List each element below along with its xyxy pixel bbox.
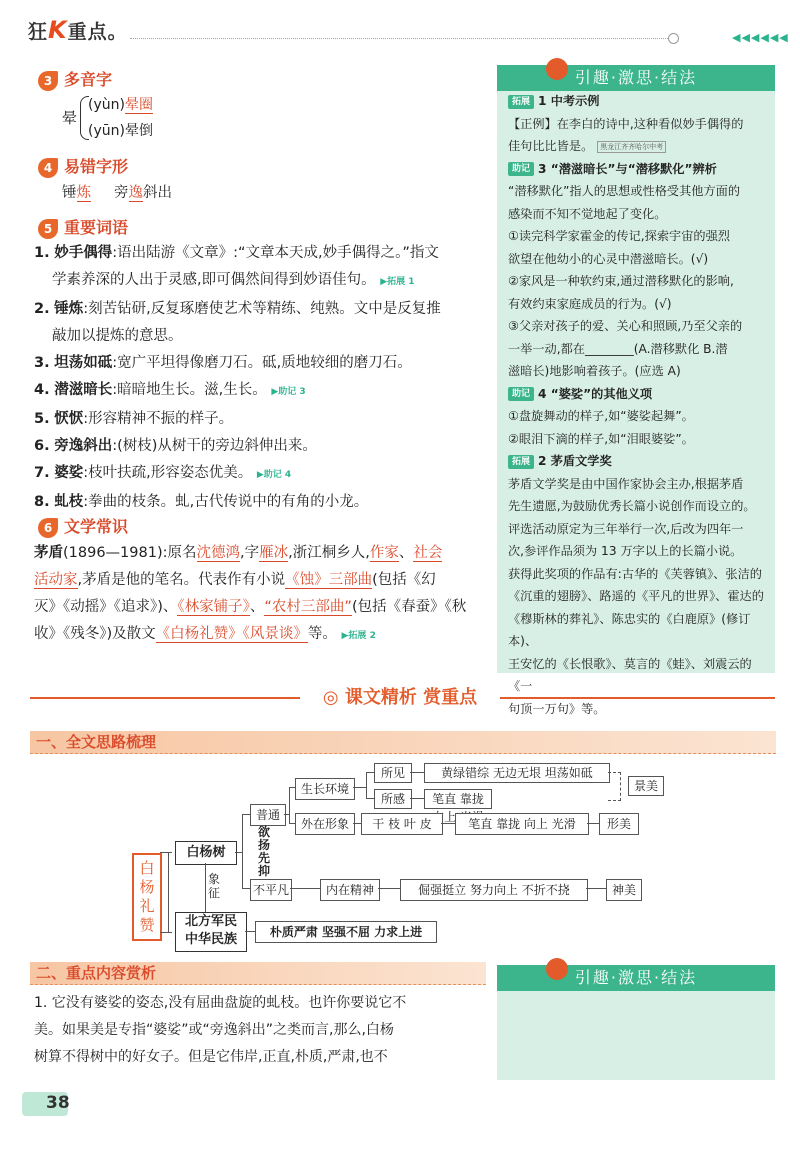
part2-text: 1. 它没有婆娑的姿态,没有屈曲盘旋的虬枝。也许你要说它不 美。如果美是专指“婆娑”或“旁逸斜出”之类而言,那么,白杨 树算不得树中的好女子。但是它伟岸,正直,朴质,严肃,也不	[34, 995, 407, 1065]
node-tree: 白杨树	[175, 841, 237, 865]
panel-item-title: 助记 4 “婆娑”的其他义项	[508, 383, 770, 406]
label-symbol: 象征	[208, 872, 221, 900]
part1-heading: 一、全文思路梳理	[30, 731, 776, 754]
panel-item-title: 拓展 2 茅盾文学奖	[508, 450, 770, 473]
section-3-heading: 3 多音字	[38, 69, 112, 91]
vocab-item: 3. 坦荡如砥:宽广平坦得像磨刀石。砥,质地较细的磨刀石。	[34, 355, 412, 371]
node-normal: 普通	[250, 804, 286, 826]
band-title: ◎ 课文精析 赏重点	[300, 683, 500, 713]
node-seen: 所见	[374, 763, 412, 783]
node-spirit-beauty: 神美	[606, 879, 642, 901]
vocab-item: 8. 虬枝:拳曲的枝条。虬,古代传说中的有角的小龙。	[34, 494, 369, 510]
node-form-beauty: 形美	[599, 813, 639, 835]
panel2-title: 引趣·激思·结法	[497, 965, 775, 991]
part2-heading: 二、重点内容赏析	[30, 962, 486, 985]
label-suppress: 欲扬先抑	[258, 825, 271, 878]
vocab-list	[34, 240, 494, 516]
panel-content: 拓展 1 中考示例 【正例】在李白的诗中,这种看似妙手偶得的 佳句比比皆是。 黑龙江齐齐哈尔中考 助记 3 “潜滋暗长”与“潜移默化”辨析 “潜移默化”指人的思想或性格受其他方面的 感染而不知不觉地起了变化。 ①读完科学家霍金的传记,探索宇宙的强烈 欲望在他幼小的心灵中潜滋暗长。(√) ②家风是一种软约束,通过潜移默化的影响, 有效约束家庭成员的行为。(√) ③父亲对孩子的爱、关心和照顾,乃至父亲的 一举一动,都在________(A.潜移默化 B.潜 滋暗长)地影响着孩子。(应选 A) 助记 4 “婆娑”的其他义项 ①盘旋舞动的样子,如“婆娑起舞”。 ②眼泪下滴的样子,如“泪眼婆娑”。 拓展 2 茅盾文学奖 茅盾文学奖是由中国作家协会主办,根据茅盾 先生遗愿,为鼓励优秀长篇小说创作而设立的。 评选活动原定为三年举行一次,后改为四年一 次,参评作品须为 13 万字以上的长篇小说。 获得此奖项的作品有:古华的《芙蓉镇》、张洁的 《沉重的翅膀》、路遥的《平凡的世界》、霍达的 《穆斯林的葬礼》、陈忠实的《白鹿原》(修订本)、 王安忆的《长恨歌》、莫言的《蛙》、刘震云的《一 句顶一万句》等。	[508, 90, 770, 720]
vocab-item: 6. 旁逸斜出:(树枝)从树干的旁边斜伸出来。	[34, 438, 317, 454]
diagram-root: 白杨礼赞	[132, 853, 162, 941]
node-felt: 所感	[374, 789, 412, 809]
section-4-heading: 4 易错字形	[38, 156, 128, 178]
node-spirit-desc: 倔强挺立 努力向上 不折不挠	[400, 879, 588, 901]
page-number: 38	[46, 1093, 70, 1113]
reader-figure-icon	[546, 58, 568, 80]
reader-figure-icon	[546, 958, 568, 980]
literature-paragraph: 茅盾(1896—1981):原名沈德鸿,字雁冰,浙江桐乡人,作家、社会 活动家,茅盾是他的笔名。代表作有小说《蚀》三部曲(包括《幻 灭》《动摇》《追求》)、《林家铺子》、“农村三部曲”(包括《春蚕》《秋 收》《残冬》)及散文《白杨礼赞》《风景谈》等。 ▶拓展 2	[34, 545, 467, 642]
polyphone-1: (yùn)晕圈	[88, 97, 153, 113]
vocab-item: 7. 婆娑:枝叶扶疏,形容姿态优美。 ▶助记 4	[34, 465, 292, 481]
node-people-desc: 朴质严肃 坚强不屈 力求上进	[255, 921, 437, 943]
extend-tag[interactable]: ▶拓展 1	[380, 277, 415, 287]
leaf-icon: 3	[38, 71, 58, 91]
node-parts: 干 枝 叶 皮	[361, 813, 443, 835]
memo-tag[interactable]: ▶助记 3	[271, 387, 306, 397]
header-arrows: ◀◀◀◀◀◀	[732, 31, 789, 44]
vocab-item: 5. 恹恹:形容精神不振的样子。	[34, 411, 234, 427]
vocab-item: 2. 锤炼:刻苦钻研,反复琢磨使艺术等精练、纯熟。文中是反复推	[34, 301, 441, 317]
polyphone-2: (yūn)晕倒	[88, 123, 153, 139]
node-scene-beauty: 景美	[628, 776, 664, 796]
panel-title: 引趣·激思·结法	[497, 65, 775, 91]
node-seen-desc: 黄绿错综 无边无垠 坦荡如砥	[424, 763, 610, 783]
node-parts-desc: 笔直 靠拢 向上 光滑	[455, 813, 589, 835]
header-dot	[668, 33, 679, 44]
node-spirit: 内在精神	[320, 879, 380, 901]
extend-tag[interactable]: ▶拓展 2	[341, 631, 376, 641]
node-environment: 生长环境	[295, 778, 355, 800]
panel-item-title: 拓展 1 中考示例	[508, 90, 770, 113]
header-divider	[130, 38, 670, 39]
vocab-item-cont: 敲加以提炼的意思。	[52, 328, 183, 344]
polyphone-char: 晕	[62, 109, 78, 127]
section-5-heading: 5 重要词语	[38, 217, 128, 239]
vocab-item: 4. 潜滋暗长:暗暗地生长。滋,生长。 ▶助记 3	[34, 382, 306, 398]
panel-item-title: 助记 3 “潜滋暗长”与“潜移默化”辨析	[508, 158, 770, 181]
leaf-icon: 5	[38, 219, 58, 239]
leaf-icon: 4	[38, 158, 58, 178]
vocab-item: 1. 妙手偶得:语出陆游《文章》:“文章本天成,妙手偶得之。”指文	[34, 245, 439, 261]
source-badge: 黑龙江齐齐哈尔中考	[597, 141, 666, 153]
node-appearance: 外在形象	[295, 813, 355, 835]
node-extraordinary: 不平凡	[250, 879, 292, 901]
node-felt-desc: 笔直 靠拢 向上	[424, 789, 492, 809]
node-people: 北方军民 中华民族	[175, 912, 247, 952]
memo-tag[interactable]: ▶助记 4	[256, 470, 292, 480]
swirl-icon: ◎	[322, 687, 345, 708]
brand-logo: 狂K重点。	[28, 16, 128, 44]
section-6-heading: 6 文学常识	[38, 516, 128, 538]
typo-words: 锤炼 旁逸斜出	[62, 185, 173, 201]
leaf-icon: 6	[38, 518, 58, 538]
vocab-item-cont: 学素养深的人出于灵感,即可偶然间得到妙语佳句。 ▶拓展 1	[52, 272, 415, 288]
